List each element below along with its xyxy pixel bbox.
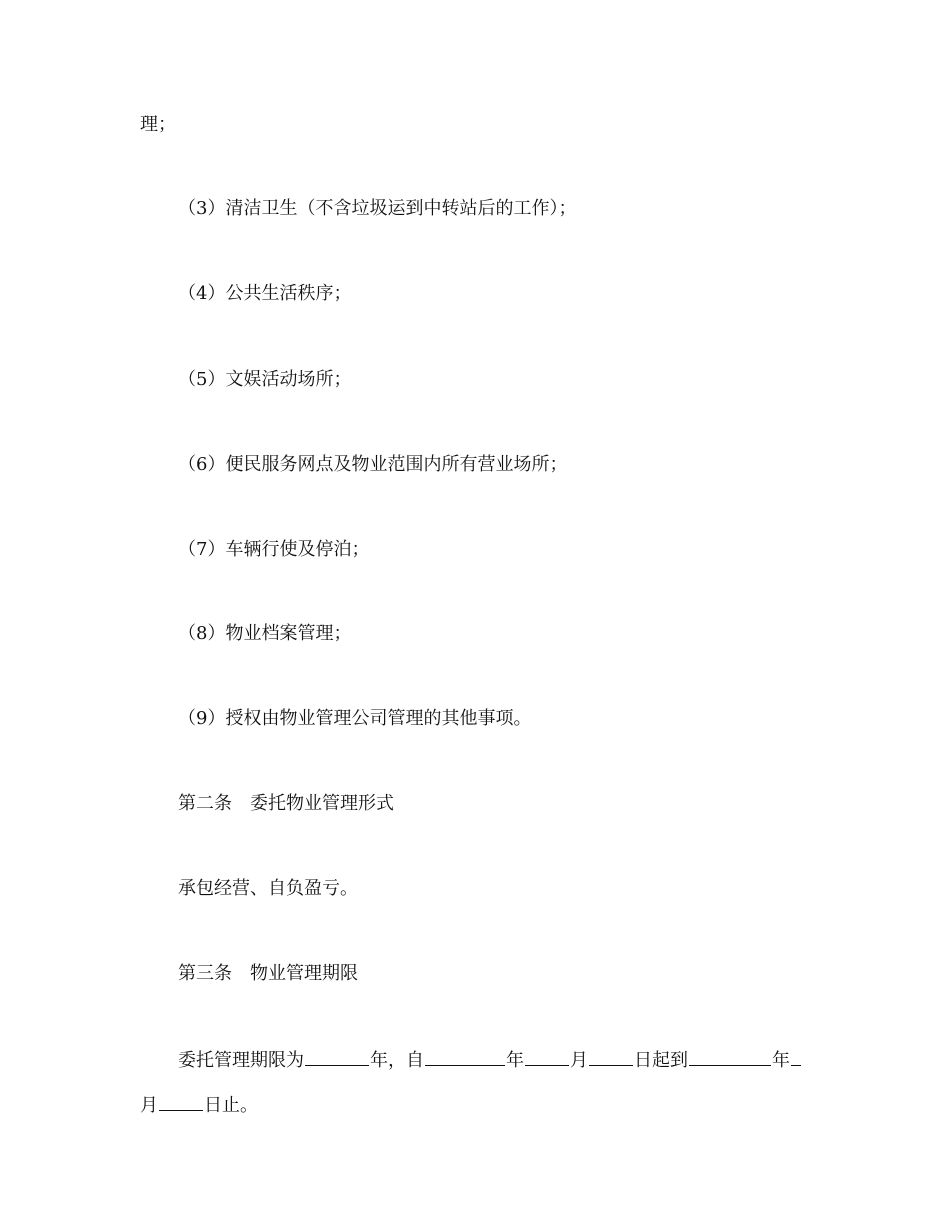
term-end: 日止。 <box>204 1095 258 1116</box>
start-day-blank[interactable] <box>589 1047 633 1066</box>
list-item: （5）文娱活动场所； <box>178 369 352 390</box>
section-heading: 第三条 物业管理期限 <box>178 963 358 984</box>
term-year-label: 年，自 <box>370 1050 424 1071</box>
term-prefix: 委托管理期限为 <box>178 1050 304 1071</box>
start-year-label: 年 <box>506 1050 524 1071</box>
end-year-label: 年 <box>772 1050 790 1071</box>
years-blank[interactable] <box>305 1047 369 1066</box>
list-item: （9）授权由物业管理公司管理的其他事项。 <box>178 708 532 729</box>
list-item: （3）清洁卫生（不含垃圾运到中转站后的工作）； <box>178 198 577 219</box>
list-item: （6）便民服务网点及物业范围内所有营业场所； <box>178 454 568 475</box>
start-month-blank[interactable] <box>525 1047 569 1066</box>
list-item: （7）车辆行使及停泊； <box>178 539 370 560</box>
end-month-blank-start[interactable] <box>791 1047 801 1066</box>
section-heading: 第二条 委托物业管理形式 <box>178 793 394 814</box>
end-month-label: 月 <box>140 1095 158 1116</box>
start-year-blank[interactable] <box>425 1047 505 1066</box>
term-line-continued <box>140 1092 258 1118</box>
start-day-label: 日起到 <box>634 1050 688 1071</box>
term-line <box>178 1047 802 1073</box>
end-year-blank[interactable] <box>689 1047 771 1066</box>
paragraph: 承包经营、自负盈亏。 <box>178 878 358 899</box>
text-line: 理； <box>140 114 176 135</box>
list-item: （8）物业档案管理； <box>178 623 352 644</box>
start-month-label: 月 <box>570 1050 588 1071</box>
end-day-blank[interactable] <box>159 1092 203 1111</box>
list-item: （4）公共生活秩序； <box>178 283 352 304</box>
